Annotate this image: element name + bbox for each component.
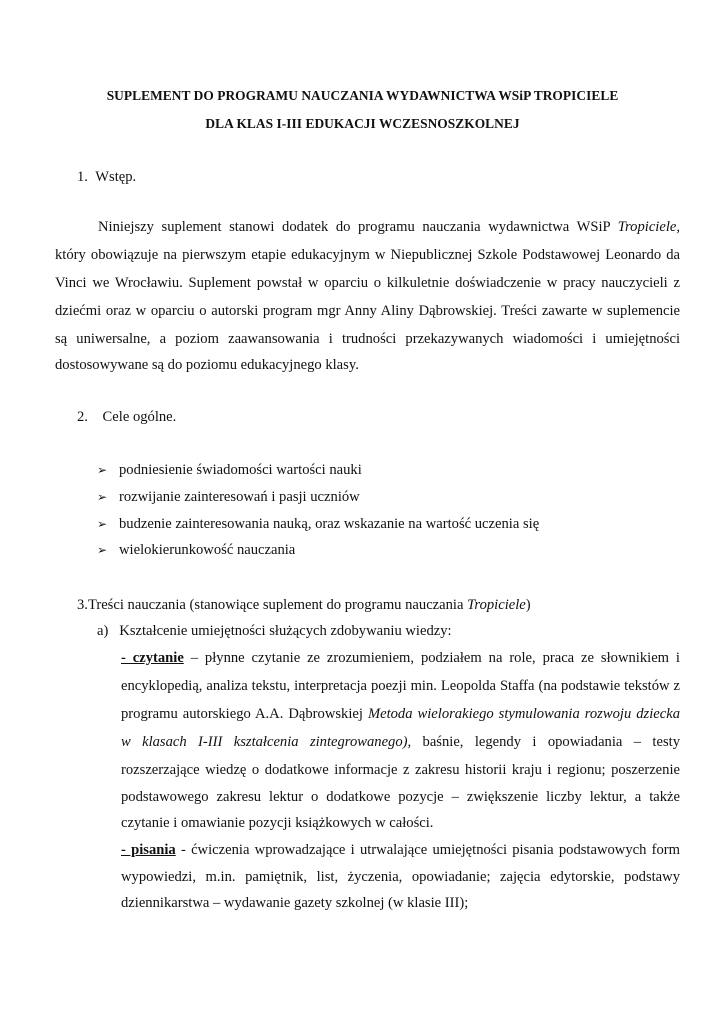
pisania-line-1: - pisania - ćwiczenia wprowadzające i utrwalające umiejętności pisania podstawowych form [121,842,681,858]
goal-list-item: ➢ rozwijanie zainteresowań i pasji uczniów [97,489,360,505]
pisania-line-3: dziennikarstwa – wydawanie gazety szkolnej (w klasie III); [121,895,469,911]
czytanie-term: - czytanie [121,650,184,666]
czytanie-line-3: programu autorskiego A.A. Dąbrowskiej Metoda wielorakiego stymulowania rozwoju dziecka [121,706,680,722]
section-2-title: Cele ogólne. [102,409,177,425]
arrow-bullet-icon: ➢ [97,463,108,477]
arrow-bullet-icon: ➢ [97,517,108,531]
section-2-heading [77,408,176,426]
goal-list-item: ➢ budzenie zainteresowania nauką, oraz wskazanie na wartość uczenia się [97,516,540,532]
section-1-paragraph-line-3: Vinci we Wrocławiu. Suplement powstał w oparciu o kilkuletnie doświadczenie w pracy nauczycieli z [55,275,680,291]
section-1-paragraph-line-5: są uniwersalne, a poziom zaawansowania i trudności przekazywanych wiadomości i umiejętności [55,331,680,347]
arrow-bullet-icon: ➢ [97,490,108,504]
goal-list-item: ➢ podniesienie świadomości wartości nauki [97,462,362,478]
section-1-paragraph-line-4: dziećmi oraz w oparciu o autorski program mgr Anny Aliny Dąbrowskiej. Treści zawarte w suplemencie [55,303,680,319]
section-1-title: Wstęp. [95,169,137,185]
subsection-a-text: Kształcenie umiejętności służących zdobywaniu wiedzy: [119,623,452,639]
section-1-paragraph-line-1: Niniejszy suplement stanowi dodatek do programu nauczania wydawnictwa WSiP Tropiciele, [98,219,681,235]
pisania-line-2: wypowiedzi, m.in. pamiętnik, list, życzenia, opowiadanie; zajęcia edytorskie, podstawy [121,869,680,885]
pisania-term: - pisania [121,842,176,858]
czytanie-line-4: w klasach I-III kształcenia zintegrowanego), baśnie, legendy i opowiadania – testy [121,734,680,750]
czytanie-line-2: encyklopedią, analiza tekstu, interpretacja poezji min. Leopolda Staffa (na podstawie tekstów z [121,678,680,694]
subsection-a-label: a) [97,623,109,639]
section-1-number: 1. [77,169,88,185]
document-title-line-2: DLA KLAS I-III EDUKACJI WCZESNOSZKOLNEJ [205,116,520,131]
czytanie-line-6: podstawowego zakresu lektur o dodatkowe pozycje – zwiększenie liczby lektur, a także [121,789,680,805]
arrow-bullet-icon: ➢ [97,543,108,557]
czytanie-line-5: rozszerzające wiedzę o dodatkowe informacje z zakresu historii kraju i regionu; poszerzenie [121,762,680,778]
section-1-heading [77,168,136,186]
czytanie-line-1: - czytanie – płynne czytanie ze zrozumieniem, podziałem na role, praca ze słownikiem i [121,650,680,666]
section-3-heading: 3.Treści nauczania (stanowiące suplement do programu nauczania Tropiciele) [77,597,531,613]
goal-list-item: ➢ wielokierunkowość nauczania [97,542,296,558]
section-2-number: 2. [77,409,88,425]
section-1-paragraph-line-6: dostosowywane są do poziomu edukacyjnego klasy. [55,357,359,373]
document-title-line-1: SUPLEMENT DO PROGRAMU NAUCZANIA WYDAWNICTWA WSiP TROPICIELE [106,88,619,103]
czytanie-line-7: czytanie i omawianie pozycji książkowych w całości. [121,815,434,831]
section-1-paragraph-line-2: który obowiązuje na pierwszym etapie edukacyjnym w Niepublicznej Szkole Podstawowej Leonardo da [55,247,680,263]
subsection-a-heading [97,622,452,640]
tropiciele-italic: Tropiciele, [617,219,681,235]
